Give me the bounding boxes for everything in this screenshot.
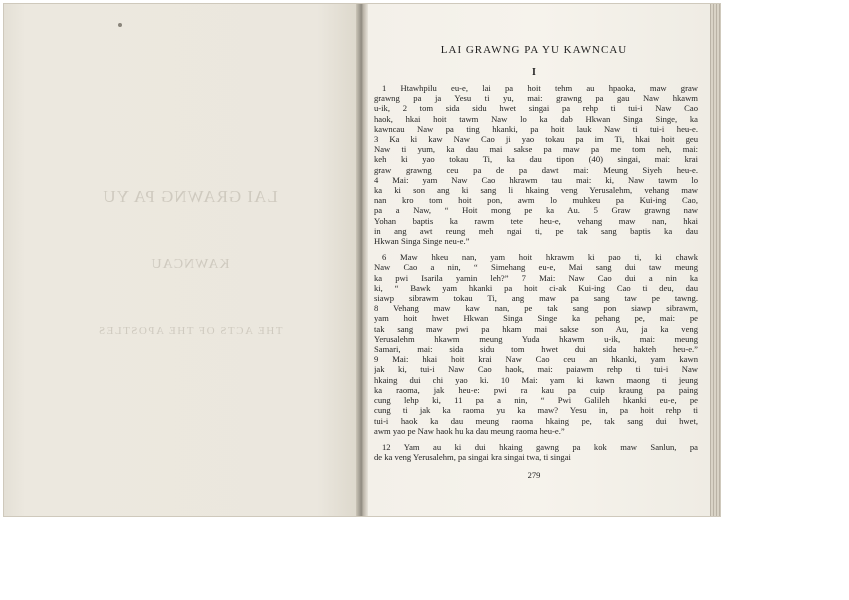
bleed-through-title-line-2: KAWNCAU <box>150 257 230 272</box>
text-line: Yerusalehm hkawm meung Yuda hkawm u-ik, mai: meung <box>374 333 698 344</box>
bleed-through-subtitle: THE ACTS OF THE APOSTLES <box>97 325 283 337</box>
text-line: 3 Ka ki kaw Naw Cao ji yao tokau pa im Ti, hkai hoit geu <box>374 134 698 145</box>
page-number: 279 <box>527 470 541 480</box>
text-line: Samari, mai: sida sidu tom hwet dui sida hakteh heu-e.” <box>374 344 698 355</box>
ink-speck <box>118 23 122 27</box>
verse-paragraph <box>374 252 698 436</box>
left-page <box>4 4 360 516</box>
text-line: ka pwi Isarila yamin leh?” 7 Mai: Naw Cao dui a nin ka <box>374 272 698 283</box>
text-line: siawp sibrawm tokau Ti, ang maw pa sang taw pe tawng. <box>374 293 698 304</box>
text-line: 4 Mai: yam Naw Cao hkrawm tau mai: ki, Naw tawm lo <box>374 174 698 185</box>
body-text <box>374 83 698 462</box>
verse-paragraph <box>374 442 698 462</box>
text-line: cung lehp ki, 11 pa a nin, “ Pwi Galileh hkanki eu-e, pe <box>374 395 698 406</box>
text-line: grawng pa ja Yesu ti yu, mai: grawng pa gau Naw hkawm <box>374 93 698 104</box>
text-line: ka raoma, jak heu-e: pwi ra kau pa cuip kraung pa paing <box>374 384 698 395</box>
text-line: pa a Naw, “ Hoit mong pe ka Au. 5 Graw grawng naw <box>374 205 698 216</box>
text-line: 9 Mai: hkai hoit krai Naw Cao ceu an hkanki, yam kawn <box>374 354 698 365</box>
text-line: 6 Maw hkeu nan, yam hoit hkrawm ki pao ti, ki chawk <box>382 252 698 263</box>
text-line: keh ki yao tokau Ti, ka dau tipon (40) singai, mai: krai <box>374 154 698 165</box>
page-edges <box>710 4 720 516</box>
book-gutter <box>356 4 368 516</box>
text-line: kawncau Naw pa ting hkanki, pa hoit lauk Naw ti tui-i heu-e. <box>374 123 698 134</box>
text-line: graw grawng ceu pa de pa dawt mai: Meung Siyeh heu-e. <box>374 164 698 175</box>
text-line: tak sang maw pwi pa hkam mai sakse son Au, ja ka veng <box>374 323 698 334</box>
text-line: yam hoit hwet Hkwan Singa Singe ka pehang pe, mai: pe <box>374 313 698 324</box>
text-line: Naw Cao a nin, “ Simehang eu-e, Mai sang dui taw meung <box>374 262 698 273</box>
running-head: LAI GRAWNG PA YU KAWNCAU <box>440 44 628 56</box>
text-line: hkaing dui chi yao ki. 10 Mai: yam ki kawn maong ti jeung <box>374 374 698 385</box>
text-line: Hkwan Singa Singe neu-e.” <box>374 236 470 247</box>
chapter-number: I <box>532 67 536 78</box>
text-line: Naw ti yum, ka dau mai sakse pa maw pa me tom neh, mai: <box>374 144 698 155</box>
text-line: Yohan baptis ka rawm tete heu-e, vehang maw nan, hkai <box>374 215 698 226</box>
text-line: cung ti jak ka raoma yu ka maw? Yesu in, pa hoit rehp ti <box>374 405 698 416</box>
text-line: 8 Vehang maw kaw nan, pe tak sang pon siawp sibrawm, <box>374 303 698 314</box>
text-line: 12 Yam au ki dui hkaing gawng pa kok maw Sanlun, pa <box>382 441 698 452</box>
text-line: haok, hkai hoit tawm Naw lo ka dab Hkwan Singa Singe, ka <box>374 113 698 124</box>
bleed-through-title-line-1: LAI GRAWNG PA YU <box>102 187 278 206</box>
verse-paragraph <box>374 83 698 246</box>
text-line: u-ik, 2 tom sida sidu hwet singai pa rehp ti tui-i Naw Cao <box>374 103 698 114</box>
text-line: nan kro tom hoit pon, awm lo muhkeu pa Kui-ing Cao, <box>374 195 698 206</box>
text-line: ka ki son ang ki sang li hkaing veng Yerusalehm, vehang maw <box>374 185 698 196</box>
text-line: awm yao pe Naw haok hu ka dau meung raoma heu-e.” <box>374 425 565 436</box>
text-line: 1 Htawhpilu eu-e, lai pa hoit tehm au hpaoka, maw graw <box>382 83 698 93</box>
text-line: in ang awt reung meh ngai ti, pe tak sang baptis ka dau <box>374 225 698 236</box>
text-line: tui-i haok ka dau meung raoma hkaing pe, tak sang dui hwet, <box>374 415 698 426</box>
text-line: jak ki, tui-i Naw Cao haok, mai: paiawm rehp ti tui-i Naw <box>374 364 698 375</box>
text-line: ki, “ Bawk yam hkanki pa hoit ci-ak Kui-ing Cao ti deu, dau <box>374 282 698 293</box>
text-line: de ka veng Yerusalehm, pa singai kra singai twa, ti singai <box>374 452 571 463</box>
